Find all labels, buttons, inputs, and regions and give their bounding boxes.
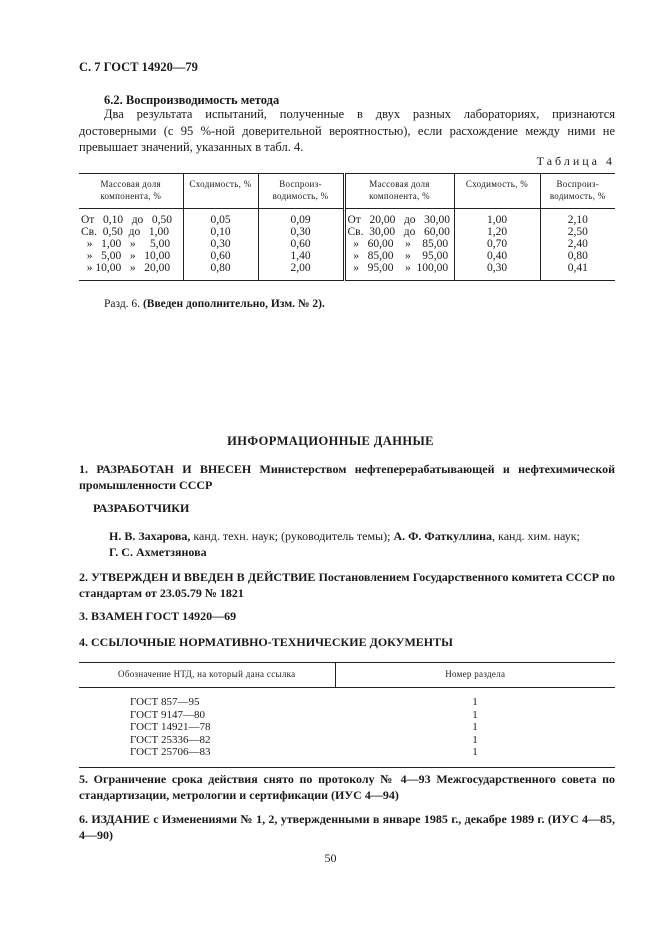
cell-repeatability: 0,80 <box>183 262 258 281</box>
cell-mass: От 0,10 до 0,50 <box>81 214 173 226</box>
ntd-header-row <box>79 663 615 688</box>
ntd-doc: ГОСТ 25336—82 <box>130 733 211 746</box>
item4-text: 4. ССЫЛОЧНЫЕ НОРМАТИВНО-ТЕХНИЧЕСКИЕ ДОКУМЕНТЫ <box>79 635 453 649</box>
cell-reproducibility: 0,60 <box>258 238 344 250</box>
cell-reproducibility-2: 0,41 <box>540 262 615 281</box>
ntd-section: 1 <box>472 746 478 758</box>
reference-documents-table <box>79 662 615 768</box>
info-title: ИНФОРМАЦИОННЫЕ ДАННЫЕ <box>227 434 434 448</box>
section-paragraph <box>79 106 615 156</box>
page-header: С. 7 ГОСТ 14920—79 <box>79 60 198 74</box>
precision-table <box>79 173 615 281</box>
section-text: Два результата испытаний, полученные в двух разных лабораториях, признаются достоверными (с 95 %-ной доверительной вероятностью), если расхождение между ними не превышает значений, указанных в табл. 4. <box>79 107 615 154</box>
cell-mass-2: От 20,00 до 30,00 <box>344 209 454 227</box>
info-item-5 <box>79 771 615 803</box>
col-header-mass-2: Массовая доля компонента, % <box>344 174 454 209</box>
developers-title: РАЗРАБОТЧИКИ <box>93 501 190 515</box>
dev2-name: А. Ф. Фаткуллина <box>393 529 493 543</box>
cell-repeatability-2: 0,30 <box>454 262 540 281</box>
cell-mass: » 10,00 » 20,00 <box>81 262 171 274</box>
cell-reproducibility-2: 2,40 <box>540 238 615 250</box>
cell-mass: Св. 0,50 до 1,00 <box>81 226 169 238</box>
cell-reproducibility-2: 0,80 <box>540 250 615 262</box>
item6-head: 6. ИЗДАНИЕ <box>79 812 150 826</box>
cell-repeatability: 0,30 <box>183 238 258 250</box>
col-header-mass: Массовая доля компонента, % <box>100 179 162 201</box>
dev3-name: Г. С. Ахметзянова <box>109 545 207 559</box>
table-row <box>79 226 615 238</box>
ntd-section: 1 <box>472 696 478 708</box>
item1-text: Министерством нефтеперерабатывающей и нефтехимической промышленности СССР <box>79 462 615 492</box>
cell-repeatability-2: 1,20 <box>454 226 540 238</box>
col-header-repeatability-2: Сходимость, % <box>454 174 540 209</box>
cell-reproducibility: 0,30 <box>258 226 344 238</box>
cell-repeatability: 0,05 <box>183 209 258 227</box>
info-item-2 <box>79 569 615 601</box>
ntd-section: 1 <box>472 721 478 733</box>
dev1-text: канд. техн. наук; (руководитель темы); <box>193 529 391 543</box>
cell-mass-2: » 60,00 » 85,00 <box>344 238 454 250</box>
cell-repeatability: 0,10 <box>183 226 258 238</box>
ntd-row <box>79 734 615 747</box>
section-title: 6.2. Воспроизводимость метода <box>104 93 280 107</box>
ntd-col-doc: Обозначение НТД, на который дана ссылка <box>118 669 296 679</box>
note-prefix: Разд. 6. <box>104 298 141 310</box>
cell-reproducibility: 1,40 <box>258 250 344 262</box>
ntd-doc: ГОСТ 25706—83 <box>130 746 211 758</box>
ntd-row <box>79 721 615 734</box>
cell-mass: » 1,00 » 5,00 <box>81 238 171 250</box>
table-row <box>79 262 615 281</box>
cell-reproducibility-2: 2,10 <box>540 209 615 227</box>
item1-head: 1. РАЗРАБОТАН И ВНЕСЕН <box>79 462 252 476</box>
developers-list <box>109 528 615 560</box>
ntd-row <box>79 688 615 709</box>
cell-reproducibility: 0,09 <box>258 209 344 227</box>
info-item-3 <box>79 608 615 624</box>
item6-text: с Изменениями № 1, 2, утвержденными в январе 1985 г., декабре 1989 г. (ИУС 4—85, 4—90) <box>79 812 616 842</box>
table-row <box>79 250 615 262</box>
item3-text: 3. ВЗАМЕН ГОСТ 14920—69 <box>79 609 237 623</box>
table-row <box>79 238 615 250</box>
col-header-repeatability: Сходимость, % <box>183 174 258 209</box>
ntd-doc: ГОСТ 857—95 <box>130 696 200 708</box>
cell-repeatability-2: 1,00 <box>454 209 540 227</box>
table-header-row <box>79 174 615 209</box>
page-number: 50 <box>324 851 337 865</box>
item2-text: Постановлением Государственного комитета СССР по стандартам от 23.05.79 № 1821 <box>79 570 615 600</box>
table-label: Таблица 4 <box>536 154 615 168</box>
cell-mass-2: » 95,00 » 100,00 <box>344 262 454 281</box>
cell-repeatability-2: 0,40 <box>454 250 540 262</box>
ntd-section: 1 <box>472 733 478 746</box>
dev2-text: , канд. хим. наук; <box>492 529 580 543</box>
info-item-4 <box>79 634 615 650</box>
ntd-row <box>79 709 615 722</box>
cell-reproducibility-2: 2,50 <box>540 226 615 238</box>
ntd-col-section: Номер раздела <box>335 663 615 688</box>
item2-head: 2. УТВЕРЖДЕН И ВВЕДЕН В ДЕЙСТВИЕ <box>79 570 316 584</box>
cell-mass-2: » 85,00 » 95,00 <box>344 250 454 262</box>
ntd-row <box>79 746 615 767</box>
col-header-reproducibility: Воспроиз-водимость, % <box>258 174 344 209</box>
ntd-doc: ГОСТ 9147—80 <box>130 708 205 721</box>
ntd-doc: ГОСТ 14921—78 <box>130 721 211 733</box>
amendment-note <box>104 298 325 310</box>
cell-mass: » 5,00 » 10,00 <box>81 250 171 262</box>
cell-repeatability: 0,60 <box>183 250 258 262</box>
col-header-reproducibility-2: Воспроиз-водимость, % <box>540 174 615 209</box>
info-item-6 <box>79 811 615 843</box>
item5-text: 5. Ограничение срока действия снято по протоколу № 4—93 Межгосударственного совета по стандартизации, метрологии и сертификации (ИУС 4—94) <box>79 772 615 802</box>
note-bold: (Введен дополнительно, Изм. № 2). <box>142 298 325 310</box>
cell-repeatability-2: 0,70 <box>454 238 540 250</box>
table-row <box>79 209 615 227</box>
cell-reproducibility: 2,00 <box>258 262 344 281</box>
info-item-1 <box>79 461 615 493</box>
dev1-name: Н. В. Захарова, <box>109 529 191 543</box>
cell-mass-2: Св. 30,00 до 60,00 <box>344 226 454 238</box>
ntd-section: 1 <box>472 708 478 721</box>
